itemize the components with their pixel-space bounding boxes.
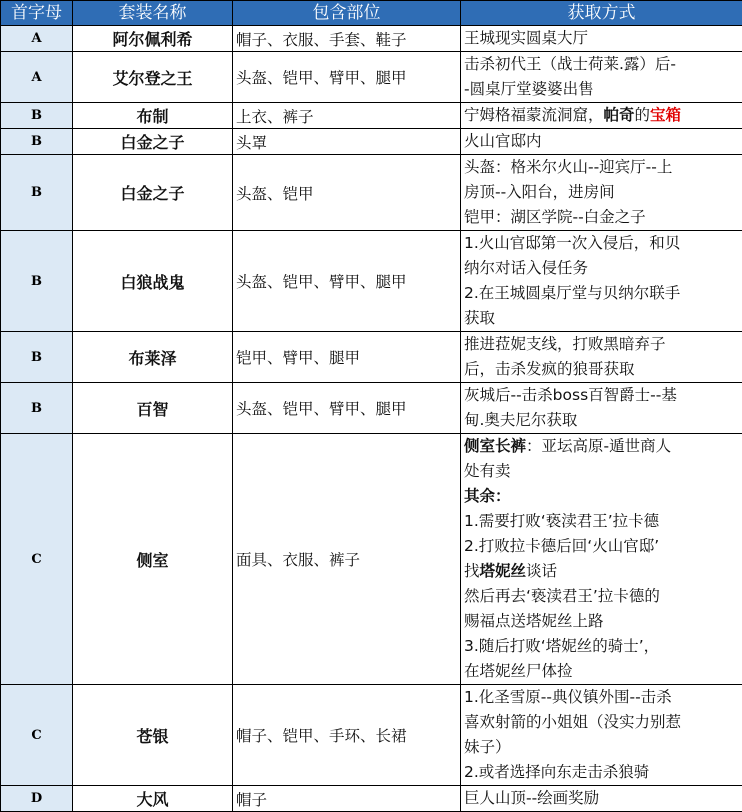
method-line — [464, 434, 742, 459]
method-line — [464, 103, 742, 128]
method-cell — [461, 26, 742, 52]
initial-letter-cell: B — [1, 231, 73, 332]
method-text: 3.随后打败‘塔妮丝的骑士’， — [464, 637, 659, 655]
initial-letter-cell: D — [1, 786, 73, 812]
method-text: 击杀初代王（战士荷莱.露）后- — [464, 55, 676, 73]
set-name-cell: 大风 — [73, 786, 233, 812]
method-line — [464, 26, 742, 51]
header-method: 获取方式 — [461, 1, 742, 26]
table-row — [1, 685, 742, 786]
method-text: 在塔妮丝尸体捡 — [464, 662, 573, 680]
method-text: 火山官邸内 — [464, 132, 542, 150]
method-text: -圆桌厅堂婆婆出售 — [464, 80, 594, 98]
method-line — [464, 559, 742, 584]
parts-cell: 头盔、铠甲、臂甲、腿甲 — [233, 52, 461, 103]
method-text: 赐福点送塔妮丝上路 — [464, 612, 604, 630]
parts-cell: 铠甲、臂甲、腿甲 — [233, 332, 461, 383]
method-text: 房顶--入阳台，进房间 — [464, 183, 615, 201]
table-row — [1, 383, 742, 434]
parts-cell: 面具、衣服、裤子 — [233, 434, 461, 685]
method-text: 妹子） — [464, 738, 511, 756]
method-cell — [461, 332, 742, 383]
set-name-cell: 白金之子 — [73, 155, 233, 231]
bold-text: 塔妮丝 — [480, 562, 527, 580]
method-line — [464, 383, 742, 408]
highlight-text: 宝箱 — [650, 106, 681, 124]
method-cell — [461, 52, 742, 103]
method-text: 灰城后--击杀boss百智爵士--基 — [464, 386, 677, 404]
method-line — [464, 659, 742, 684]
method-text: 获取 — [464, 309, 495, 327]
parts-cell: 帽子、衣服、手套、鞋子 — [233, 26, 461, 52]
method-text: 1.化圣雪原--典仪镇外围--击杀 — [464, 688, 672, 706]
parts-cell: 头盔、铠甲、臂甲、腿甲 — [233, 231, 461, 332]
method-text: 的 — [635, 106, 651, 124]
initial-letter-cell: C — [1, 685, 73, 786]
method-cell — [461, 129, 742, 155]
method-line — [464, 584, 742, 609]
initial-letter-cell: B — [1, 383, 73, 434]
method-cell — [461, 786, 742, 812]
header-parts: 包含部位 — [233, 1, 461, 26]
method-line — [464, 129, 742, 154]
set-name-cell: 苍银 — [73, 685, 233, 786]
method-line — [464, 357, 742, 382]
initial-letter-cell: B — [1, 129, 73, 155]
method-text: 推进菈妮支线，打败黑暗弃子 — [464, 335, 666, 353]
set-name-cell: 布制 — [73, 103, 233, 129]
method-line — [464, 735, 742, 760]
method-text: 纳尔对话入侵任务 — [464, 259, 588, 277]
set-name-cell: 白金之子 — [73, 129, 233, 155]
bold-text: 帕奇 — [604, 106, 635, 124]
table-row — [1, 786, 742, 812]
set-name-cell: 艾尔登之王 — [73, 52, 233, 103]
parts-cell: 头盔、铠甲、臂甲、腿甲 — [233, 383, 461, 434]
method-line — [464, 484, 742, 509]
method-text: 找 — [464, 562, 480, 580]
header-set-name: 套装名称 — [73, 1, 233, 26]
method-text: 巨人山顶--绘画奖励 — [464, 789, 599, 807]
set-name-cell: 侧室 — [73, 434, 233, 685]
method-line — [464, 786, 742, 811]
initial-letter-cell: A — [1, 52, 73, 103]
method-text: 1.需要打败‘亵渎君王’拉卡德 — [464, 512, 659, 530]
method-line — [464, 534, 742, 559]
set-name-cell: 白狼战鬼 — [73, 231, 233, 332]
table-row — [1, 155, 742, 231]
method-text: 王城现实圆桌大厅 — [464, 29, 588, 47]
initial-letter-cell: C — [1, 434, 73, 685]
method-text: 2.或者选择向东走击杀狼骑 — [464, 763, 649, 781]
method-line — [464, 281, 742, 306]
method-cell — [461, 434, 742, 685]
method-line — [464, 52, 742, 77]
method-line — [464, 231, 742, 256]
table-row — [1, 26, 742, 52]
method-line — [464, 634, 742, 659]
table-row — [1, 332, 742, 383]
bold-text: 其余： — [464, 487, 511, 505]
parts-cell: 头罩 — [233, 129, 461, 155]
method-text: 1.火山官邸第一次入侵后，和贝 — [464, 234, 680, 252]
method-line — [464, 332, 742, 357]
table-row — [1, 231, 742, 332]
method-line — [464, 205, 742, 230]
method-line — [464, 180, 742, 205]
method-text: 头盔：格米尔火山--迎宾厅--上 — [464, 158, 672, 176]
method-text: 铠甲：湖区学院--白金之子 — [464, 208, 646, 226]
table-row — [1, 129, 742, 155]
method-line — [464, 77, 742, 102]
method-text: 喜欢射箭的小姐姐（没实力别惹 — [464, 713, 681, 731]
set-name-cell: 阿尔佩利希 — [73, 26, 233, 52]
method-cell — [461, 231, 742, 332]
method-line — [464, 408, 742, 433]
method-line — [464, 710, 742, 735]
method-line — [464, 306, 742, 331]
initial-letter-cell: B — [1, 103, 73, 129]
table-body — [1, 26, 742, 812]
set-name-cell: 布莱泽 — [73, 332, 233, 383]
method-line — [464, 685, 742, 710]
method-cell — [461, 155, 742, 231]
method-line — [464, 256, 742, 281]
table-row — [1, 103, 742, 129]
method-line — [464, 509, 742, 534]
table-row — [1, 434, 742, 685]
table-row — [1, 52, 742, 103]
initial-letter-cell: A — [1, 26, 73, 52]
header-letter: 首字母 — [1, 1, 73, 26]
initial-letter-cell: B — [1, 332, 73, 383]
method-text: 2.在王城圆桌厅堂与贝纳尔联手 — [464, 284, 680, 302]
method-text: 谈话 — [526, 562, 557, 580]
method-text: 然后再去‘亵渎君王’拉卡德的 — [464, 587, 660, 605]
method-cell — [461, 685, 742, 786]
method-line — [464, 155, 742, 180]
method-text: 后，击杀发疯的狼哥获取 — [464, 360, 635, 378]
method-line — [464, 459, 742, 484]
method-text: 宁姆格福蒙流洞窟， — [464, 106, 604, 124]
method-text: ：亚坛高原-遁世商人 — [526, 437, 671, 455]
method-cell — [461, 383, 742, 434]
set-name-cell: 百智 — [73, 383, 233, 434]
initial-letter-cell: B — [1, 155, 73, 231]
method-text: 甸.奥夫尼尔获取 — [464, 411, 577, 429]
method-text: 处有卖 — [464, 462, 511, 480]
method-text: 2.打败拉卡德后回‘火山官邸’ — [464, 537, 659, 555]
method-line — [464, 760, 742, 785]
parts-cell: 帽子、铠甲、手环、长裙 — [233, 685, 461, 786]
parts-cell: 帽子 — [233, 786, 461, 812]
bold-text: 侧室长裤 — [464, 437, 526, 455]
method-line — [464, 609, 742, 634]
method-cell — [461, 103, 742, 129]
header-row — [1, 1, 742, 26]
parts-cell: 上衣、裤子 — [233, 103, 461, 129]
parts-cell: 头盔、铠甲 — [233, 155, 461, 231]
